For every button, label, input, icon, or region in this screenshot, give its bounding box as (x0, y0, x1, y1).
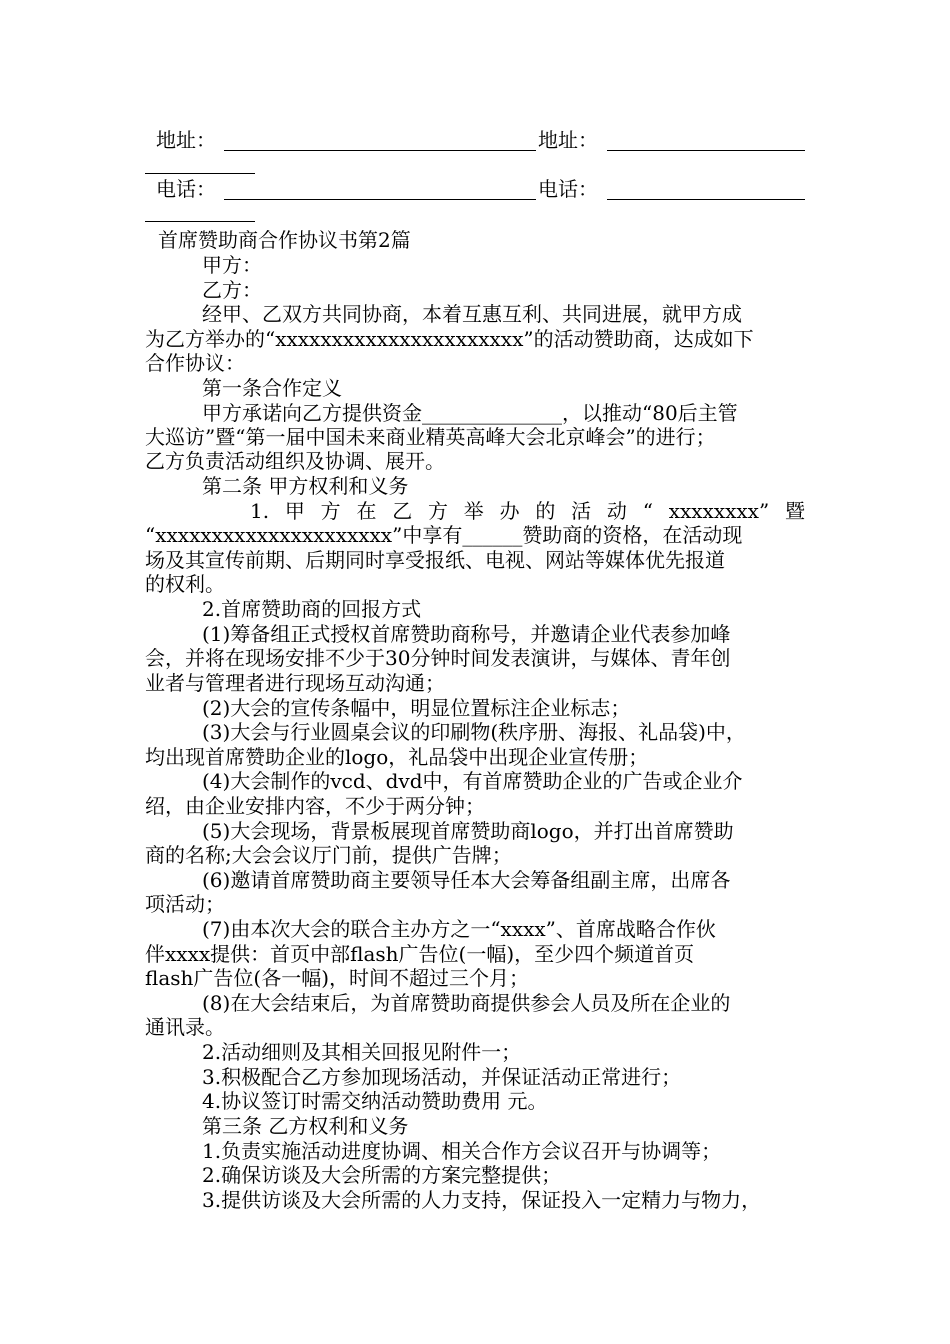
article-2-item-1-line-4: 的权利。 (145, 572, 225, 596)
reward-1-line-2: 会，并将在现场安排不少于30分钟时间发表演讲，与媒体、青年创 (145, 646, 731, 670)
reward-6-line-1: (6)邀请首席赞助商主要领导任本大会筹备组副主席，出席各 (202, 868, 731, 892)
reward-7-line-1: (7)由本次大会的联合主办方之一“xxxx”、首席战略合作伙 (202, 917, 716, 941)
article-2-title: 第二条 甲方权利和义务 (202, 474, 409, 498)
reward-3-line-1: (3)大会与行业圆桌会议的印刷物(秩序册、海报、礼品袋)中， (202, 720, 746, 744)
reward-4-line-2: 绍，由企业安排内容，不少于两分钟； (145, 794, 485, 818)
intro-line-1: 经甲、乙双方共同协商，本着互惠互利、共同进展，就甲方成 (202, 302, 742, 326)
reward-5-line-1: (5)大会现场，背景板展现首席赞助商logo，并打出首席赞助 (202, 819, 734, 843)
party-b-label: 乙方： (202, 278, 262, 302)
article-2-item-3: 3.积极配合乙方参加现场活动，并保证活动正常进行； (202, 1065, 682, 1089)
reward-7-line-3: flash广告位(各一幅)，时间不超过三个月； (145, 966, 530, 990)
document-title: 首席赞助商合作协议书第2篇 (158, 228, 411, 252)
word: 的 (535, 499, 556, 523)
word: xxxxxxxx” (668, 499, 770, 523)
reward-8-line-2: 通讯录。 (145, 1015, 225, 1039)
intro-line-2: 为乙方举办的“xxxxxxxxxxxxxxxxxxxxxx”的活动赞助商，达成如下 (145, 327, 754, 351)
word: 方 (428, 499, 448, 523)
reward-4-line-1: (4)大会制作的vcd、dvd中，有首席赞助企业的广告或企业介 (202, 769, 743, 793)
reward-5-line-2: 商的名称;大会会议厅门前，提供广告牌； (145, 843, 512, 867)
word: 方 (320, 499, 341, 523)
article-2-item-4: 4.协议签订时需交纳活动赞助费用 元。 (202, 1089, 548, 1113)
word: 举 (463, 499, 484, 523)
word: 甲 (284, 499, 305, 523)
article-2-item-1-line-3: 场及其宣传前期、后期同时享受报纸、电视、网站等媒体优先报道 (145, 548, 725, 572)
word: 在 (356, 499, 377, 523)
reward-1-line-1: (1)筹备组正式授权首席赞助商称号，并邀请企业代表参加峰 (202, 622, 731, 646)
word: “ (642, 499, 653, 523)
reward-1-line-3: 业者与管理者进行现场互动沟通； (145, 671, 445, 695)
word: 暨 (784, 499, 805, 523)
article-2-item-2b: 2.活动细则及其相关回报见附件一； (202, 1040, 522, 1064)
address-blank-b (607, 150, 805, 151)
intro-line-3: 合作协议： (145, 351, 245, 375)
article-2-item-2-title: 2.首席赞助商的回报方式 (202, 597, 422, 621)
word: 1. (250, 499, 270, 523)
phone-blank-b-cont (145, 221, 255, 222)
reward-7-line-2: 伴xxxx提供：首页中部flash广告位(一幅)，至少四个频道首页 (145, 942, 695, 966)
phone-blank-a (224, 199, 536, 200)
article-3-item-1: 1.负责实施活动进度协调、相关合作方会议召开与协调等； (202, 1139, 722, 1163)
reward-6-line-2: 项活动； (145, 892, 225, 916)
address-label-a: 地址： (156, 128, 216, 152)
word: 办 (499, 499, 520, 523)
article-1-line-1: 甲方承诺向乙方提供资金______________，以推动“80后主管 (202, 401, 738, 425)
article-3-title: 第三条 乙方权利和义务 (202, 1114, 409, 1138)
reward-3-line-2: 均出现首席赞助企业的logo，礼品袋中出现企业宣传册； (145, 745, 649, 769)
article-1-title: 第一条合作定义 (202, 376, 342, 400)
article-1-line-2: 大巡访”暨“第一届中国未来商业精英高峰大会北京峰会”的进行； (145, 425, 716, 449)
article-3-item-3: 3.提供访谈及大会所需的人力支持，保证投入一定精力与物力， (202, 1188, 762, 1212)
article-1-line-3: 乙方负责活动组织及协调、展开。 (145, 449, 445, 473)
address-blank-b-cont (145, 173, 255, 174)
word: 活 (571, 499, 592, 523)
reward-8-line-1: (8)在大会结束后，为首席赞助商提供参会人员及所在企业的 (202, 991, 731, 1015)
phone-label-b: 电话： (538, 177, 598, 201)
party-a-label: 甲方： (202, 253, 262, 277)
address-label-b: 地址： (538, 128, 598, 152)
article-3-item-2: 2.确保访谈及大会所需的方案完整提供； (202, 1163, 562, 1187)
phone-label-a: 电话： (156, 177, 216, 201)
article-2-item-1-line-2: “xxxxxxxxxxxxxxxxxxxxx”中享有______赞助商的资格，在活动现 (145, 523, 743, 547)
word: 动 (606, 499, 627, 523)
word: 乙 (392, 499, 413, 523)
reward-2: (2)大会的宣传条幅中，明显位置标注企业标志； (202, 696, 631, 720)
phone-blank-b (607, 199, 805, 200)
address-blank-a (224, 150, 536, 151)
article-2-item-1-line-1 (250, 499, 805, 523)
